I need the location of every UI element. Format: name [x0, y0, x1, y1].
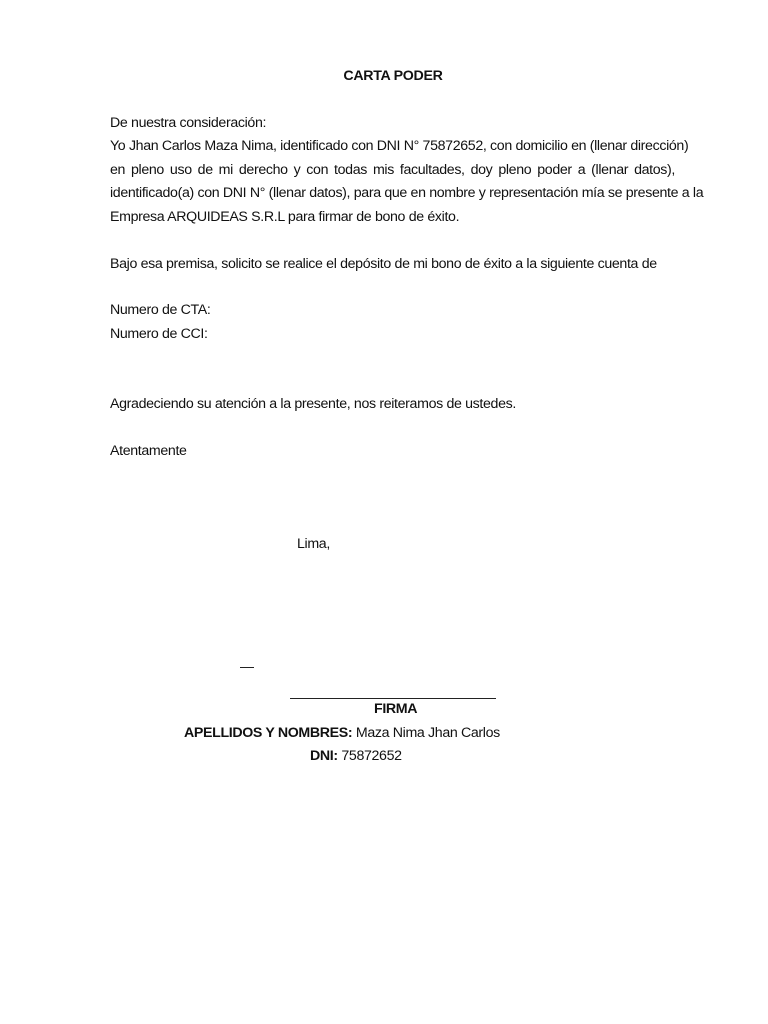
paragraph-1-line: identificado(a) con DNI N° (llenar datos), para que en nombre y representación mía se presente a la [110, 185, 704, 202]
firma-label: FIRMA [374, 701, 418, 717]
names-value: Maza Nima Jhan Carlos [355, 725, 500, 741]
names-label: APELLIDOS Y NOMBRES: [184, 725, 353, 741]
paragraph-1-line: en pleno uso de mi derecho y con todas mis facultades, doy pleno poder a (llenar datos), [110, 161, 675, 178]
dash-mark [240, 667, 254, 668]
greeting: De nuestra consideración: [110, 115, 267, 131]
farewell: Atentamente [110, 443, 187, 459]
account-number-label: Numero de CTA: [110, 302, 211, 318]
place-label: Lima, [297, 536, 330, 552]
paragraph-1 [110, 135, 704, 229]
paragraph-1-line: Yo Jhan Carlos Maza Nima, identificado con DNI N° 75872652, con domicilio en (llenar dirección) [110, 138, 689, 154]
dni-label: DNI: [310, 748, 338, 764]
paragraph-2: Bajo esa premisa, solicito se realice el depósito de mi bono de éxito a la siguiente cuenta de [110, 256, 657, 272]
closing-sentence: Agradeciendo su atención a la presente, nos reiteramos de ustedes. [110, 396, 516, 412]
dni-value: 75872652 [341, 748, 402, 764]
dni-row [310, 744, 402, 768]
names-row [184, 721, 500, 745]
cci-number-label: Numero de CCI: [110, 326, 208, 342]
document-title: CARTA PODER [343, 68, 443, 84]
paragraph-1-line: Empresa ARQUIDEAS S.R.L para firmar de bono de éxito. [110, 208, 460, 225]
